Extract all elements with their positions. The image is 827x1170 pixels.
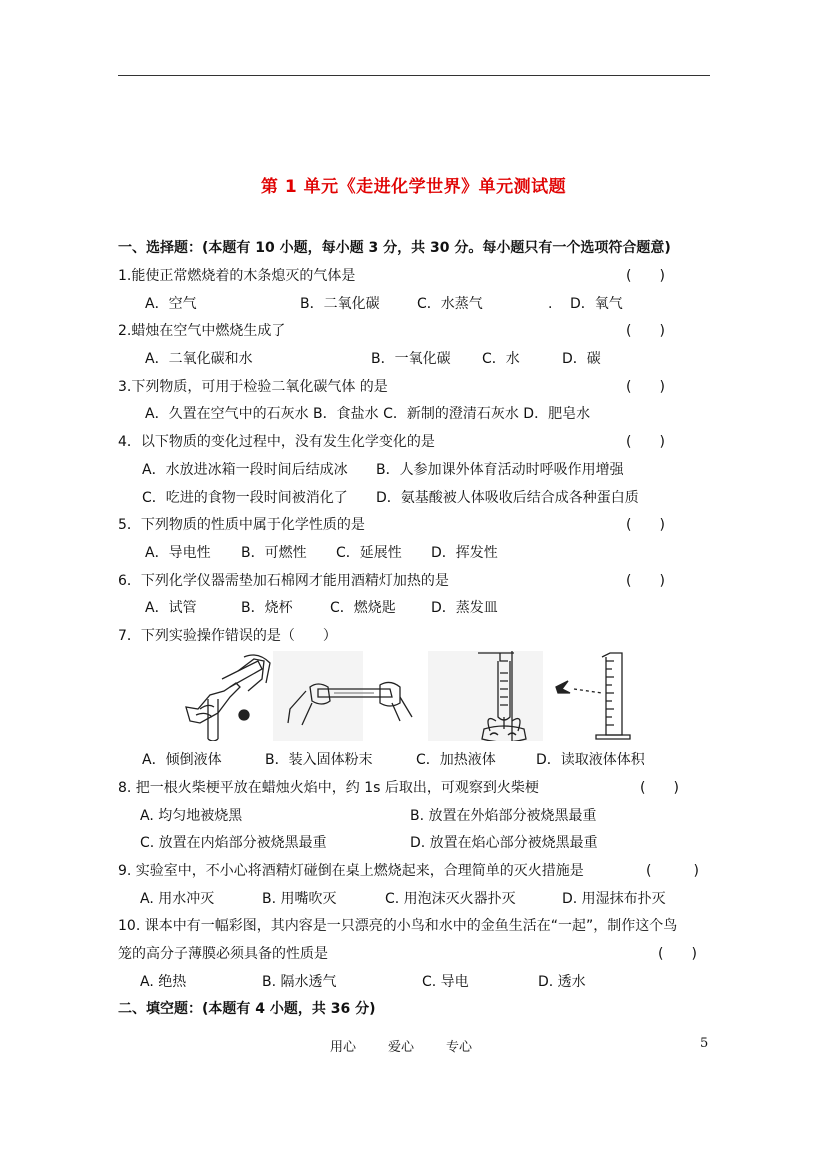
q1-option-d: D．氧气 xyxy=(570,296,623,312)
q10-option-d: D. 透水 xyxy=(538,974,586,990)
q8-option-b: B. 放置在外焰部分被烧黑最重 xyxy=(410,808,597,824)
q4-option-b: B．人参加课外体育活动时呼吸作用增强 xyxy=(376,462,624,478)
section-1-heading: 一、选择题：(本题有 10 小题，每小题 3 分，共 30 分。每小题只有一个选项符合题意) xyxy=(118,240,671,256)
q1-option-c: C．水蒸气 xyxy=(417,296,483,312)
footer-text-3: 专心 xyxy=(446,1040,473,1055)
q4-answer-paren: ( ) xyxy=(626,434,665,450)
q1-option-a: A．空气 xyxy=(145,296,197,312)
q6-option-d: D．蒸发皿 xyxy=(431,600,498,616)
q7-option-d: D．读取液体体积 xyxy=(536,752,645,768)
heating-figure xyxy=(428,651,543,741)
q6-option-a: A．试管 xyxy=(145,600,197,616)
footer-text-2: 爱心 xyxy=(388,1040,415,1055)
q6-option-c: C．燃烧匙 xyxy=(330,600,396,616)
q10-option-c: C. 导电 xyxy=(422,974,469,990)
q7-option-a: A．倾倒液体 xyxy=(142,752,222,768)
q3-options: A．久置在空气中的石灰水 B．食盐水 C．新制的澄清石灰水 D．肥皂水 xyxy=(145,406,591,422)
q5-answer-paren: ( ) xyxy=(626,517,665,533)
footer-text-1: 用心 xyxy=(330,1040,357,1055)
q3-stem: 3.下列物质，可用于检验二氧化碳气体 的是 xyxy=(118,379,388,395)
q6-answer-paren: ( ) xyxy=(626,573,665,589)
q10-option-a: A. 绝热 xyxy=(140,974,187,990)
q2-option-c: C．水 xyxy=(482,351,520,367)
q2-answer-paren: ( ) xyxy=(626,323,665,339)
q4-option-d: D．氨基酸被人体吸收后结合成各种蛋白质 xyxy=(376,490,639,506)
q2-option-a: A．二氧化碳和水 xyxy=(145,351,253,367)
q10-answer-paren: ( ) xyxy=(658,946,697,962)
q7-figures xyxy=(178,651,638,741)
header-rule xyxy=(118,75,710,76)
page-number: 5 xyxy=(700,1036,709,1051)
q8-answer-paren: ( ) xyxy=(640,780,679,796)
q9-option-c: C. 用泡沫灭火器扑灭 xyxy=(385,891,516,907)
q5-option-c: C．延展性 xyxy=(336,545,402,561)
q2-stem: 2.蜡烛在空气中燃烧生成了 xyxy=(118,323,286,339)
q3-answer-paren: ( ) xyxy=(626,379,665,395)
q9-option-b: B. 用嘴吹灭 xyxy=(262,891,337,907)
q1-stem: 1.能使正常燃烧着的木条熄灭的气体是 xyxy=(118,268,356,284)
section-2-heading: 二、填空题：(本题有 4 小题，共 36 分) xyxy=(118,1001,376,1017)
pour-liquid-figure xyxy=(186,655,270,741)
q5-stem: 5．下列物质的性质中属于化学性质的是 xyxy=(118,517,365,533)
q9-option-d: D. 用湿抹布扑灭 xyxy=(562,891,666,907)
q7-option-c: C．加热液体 xyxy=(416,752,496,768)
q1-answer-paren: ( ) xyxy=(626,268,665,284)
q8-option-c: C. 放置在内焰部分被烧黑最重 xyxy=(140,835,327,851)
q8-stem: 8. 把一根火柴梗平放在蜡烛火焰中，约 1s 后取出，可观察到火柴梗 xyxy=(118,780,539,796)
q9-stem: 9. 实验室中，不小心将酒精灯碰倒在桌上燃烧起来，合理简单的灭火措施是 xyxy=(118,863,584,879)
q8-option-d: D. 放置在焰心部分被烧黑最重 xyxy=(410,835,598,851)
q4-option-c: C．吃进的食物一段时间被消化了 xyxy=(142,490,348,506)
q5-option-b: B．可燃性 xyxy=(241,545,307,561)
q5-option-d: D．挥发性 xyxy=(431,545,498,561)
q1-stray-dot: . xyxy=(548,296,553,312)
read-volume-figure xyxy=(556,653,630,739)
q9-answer-paren: ( ) xyxy=(646,863,699,879)
q10-stem-line2: 笼的高分子薄膜必须具备的性质是 xyxy=(118,946,328,962)
q4-option-a: A．水放进冰箱一段时间后结成冰 xyxy=(142,462,348,478)
q6-stem: 6．下列化学仪器需垫加石棉网才能用酒精灯加热的是 xyxy=(118,573,449,589)
q8-option-a: A. 均匀地被烧黑 xyxy=(140,808,243,824)
powder-tube-figure xyxy=(273,651,412,741)
q1-option-b: B．二氧化碳 xyxy=(300,296,380,312)
q10-stem-line1: 10. 课本中有一幅彩图，其内容是一只漂亮的小鸟和水中的金鱼生活在“一起”，制作这个鸟 xyxy=(118,918,678,934)
q5-option-a: A．导电性 xyxy=(145,545,211,561)
q4-stem: 4．以下物质的变化过程中，没有发生化学变化的是 xyxy=(118,434,435,450)
q7-stem: 7．下列实验操作错误的是（ ） xyxy=(118,628,337,644)
page-title: 第 1 单元《走进化学世界》单元测试题 xyxy=(260,177,567,197)
q6-option-b: B．烧杯 xyxy=(241,600,293,616)
q2-option-d: D．碳 xyxy=(562,351,601,367)
q2-option-b: B．一氧化碳 xyxy=(371,351,451,367)
q9-option-a: A. 用水冲灭 xyxy=(140,891,215,907)
q10-option-b: B. 隔水透气 xyxy=(262,974,337,990)
q7-option-b: B．装入固体粉末 xyxy=(265,752,373,768)
